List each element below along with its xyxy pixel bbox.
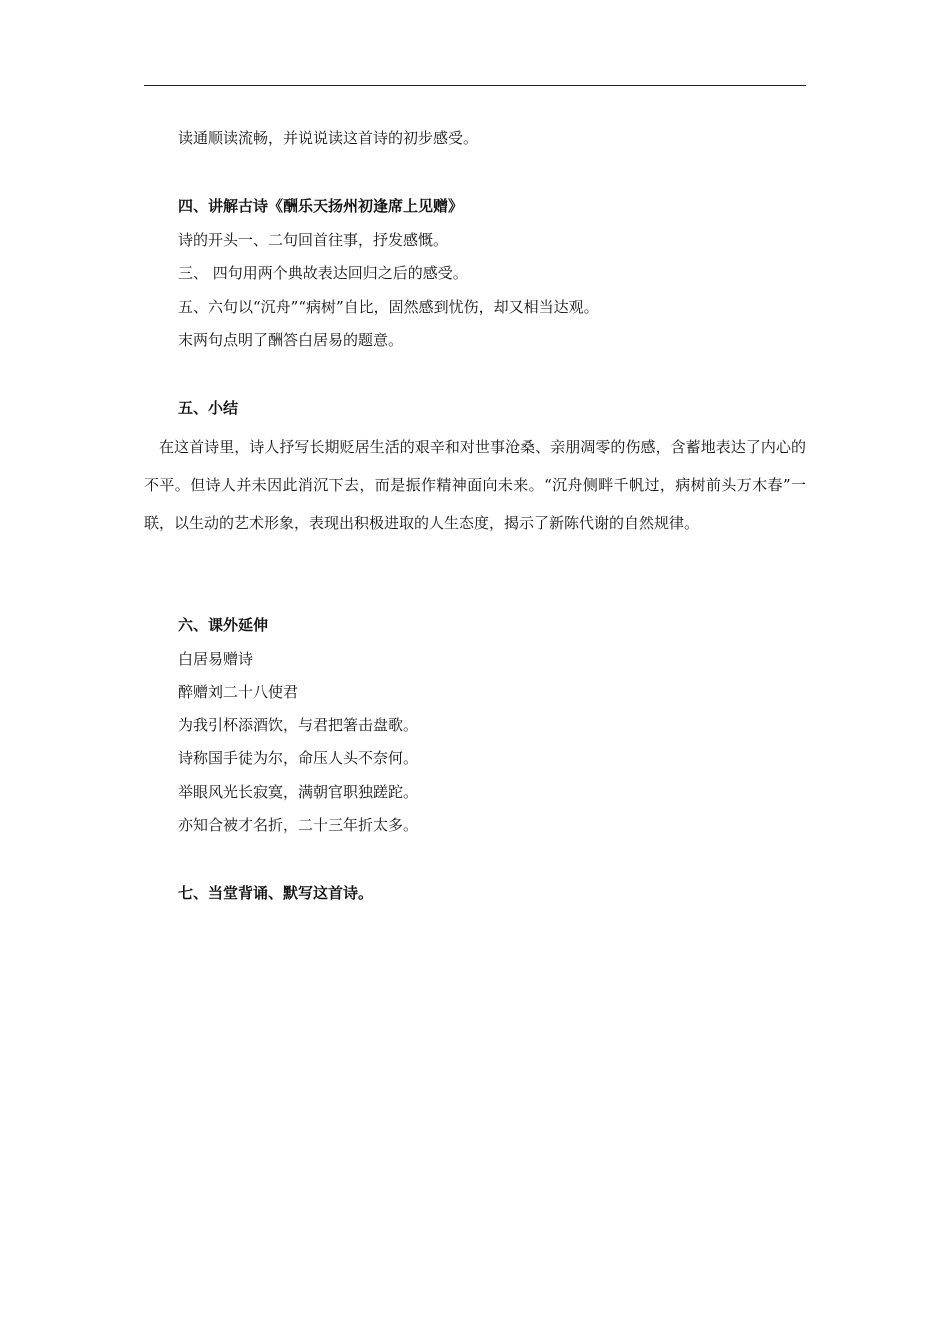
section-6-line-5: 举眼风光长寂寞，满朝官职独蹉跎。 [178,783,419,801]
header-rule [144,85,806,86]
section-4-heading: 四、讲解古诗《酬乐天扬州初逢席上见赠》 [178,197,464,215]
section-5-paragraph: 在这首诗里，诗人抒写长期贬居生活的艰辛和对世事沧桑、亲朋凋零的伤感，含蓄地表达了内心的不平。但诗人并未因此消沉下去，而是振作精神面向未来。“沉舟侧畔千帆过，病树前头万木春”一联，以生动的艺术形象，表现出积极进取的人生态度，揭示了新陈代谢的自然规律。 [144,438,806,532]
section-5-heading: 五、小结 [178,399,239,417]
intro-line: 读通顺读流畅，并说说读这首诗的初步感受。 [178,129,479,147]
section-6-line-2: 醉赠刘二十八使君 [178,683,299,701]
section-6-line-6: 亦知合被才名折，二十三年折太多。 [178,816,419,834]
section-4-line-4: 末两句点明了酬答白居易的题意。 [178,331,404,349]
section-4-line-3: 五、六句以“沉舟”“病树”自比，固然感到忧伤，却又相当达观。 [178,298,599,316]
section-6-heading: 六、课外延伸 [178,616,269,634]
section-6-line-4: 诗称国手徒为尔，命压人头不奈何。 [178,749,419,767]
section-6-line-3: 为我引杯添酒饮，与君把箸击盘歌。 [178,716,419,734]
section-4-line-1: 诗的开头一、二句回首往事，抒发感慨。 [178,231,449,249]
section-4-line-2: 三、 四句用两个典故表达回归之后的感受。 [178,264,468,282]
section-7-heading: 七、当堂背诵、默写这首诗。 [178,884,374,902]
section-6-line-1: 白居易赠诗 [178,650,254,668]
